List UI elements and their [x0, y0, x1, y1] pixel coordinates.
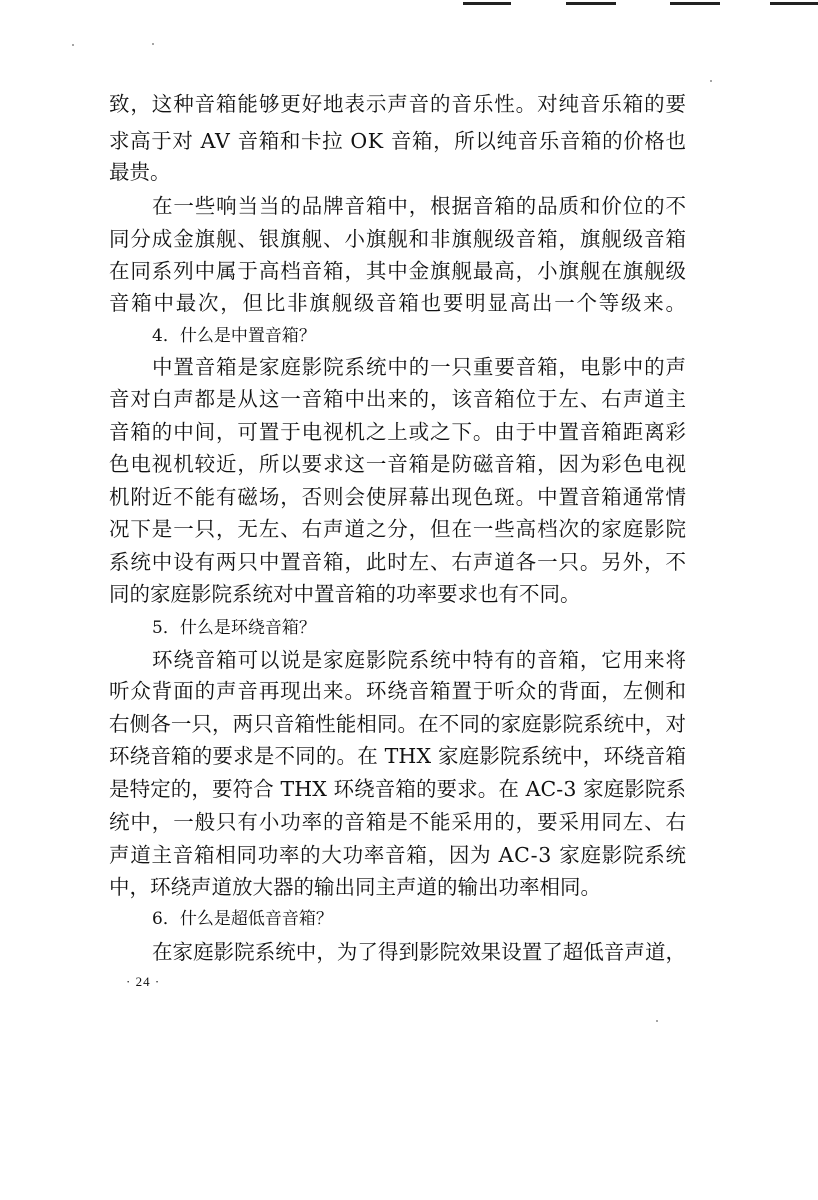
- paragraph-text: 声道主音箱相同功率的大功率音箱，因为 AC-3 家庭影院系统: [109, 843, 687, 867]
- paragraph-text: 同的家庭影院系统对中置音箱的功率要求也有不同。: [109, 582, 581, 606]
- paragraph-text: 系统中设有两只中置音箱，此时左、右声道各一只。另外，不: [109, 550, 687, 574]
- top-rule: [670, 2, 720, 5]
- paragraph-text: 中，环绕声道放大器的输出同主声道的输出功率相同。: [109, 875, 601, 899]
- scan-speck: [710, 80, 712, 82]
- paragraph-text: 在同系列中属于高档音箱，其中金旗舰最高，小旗舰在旗舰级: [109, 259, 687, 283]
- paragraph-text: 音箱的中间，可置于电视机之上或之下。由于中置音箱距离彩: [109, 420, 687, 444]
- paragraph-text: 右侧各一只，两只音箱性能相同。在不同的家庭影院系统中，对: [109, 712, 687, 736]
- scan-speck: [152, 43, 154, 45]
- paragraph-text: 统中，一般只有小功率的音箱是不能采用的，要采用同左、右: [109, 810, 687, 834]
- top-rule: [463, 2, 511, 5]
- paragraph-text: 环绕音箱可以说是家庭影院系统中特有的音箱，它用来将: [152, 648, 687, 672]
- paragraph-text: 是特定的，要符合 THX 环绕音箱的要求。在 AC-3 家庭影院系: [109, 777, 687, 801]
- paragraph-text: 中置音箱是家庭影院系统中的一只重要音箱，电影中的声: [152, 355, 687, 379]
- top-rule: [566, 2, 616, 5]
- section-heading: 5．什么是环绕音箱？: [152, 618, 316, 638]
- paragraph-text: 同分成金旗舰、银旗舰、小旗舰和非旗舰级音箱，旗舰级音箱: [109, 227, 687, 251]
- paragraph-text: 听众背面的声音再现出来。环绕音箱置于听众的背面，左侧和: [109, 679, 687, 703]
- paragraph-text: 色电视机较近，所以要求这一音箱是防磁音箱，因为彩色电视: [109, 452, 687, 476]
- paragraph-text: 机附近不能有磁场，否则会使屏幕出现色斑。中置音箱通常情: [109, 485, 687, 509]
- paragraph-text: 音对白声都是从这一音箱中出来的，该音箱位于左、右声道主: [109, 387, 687, 411]
- paragraph-text: 致，这种音箱能够更好地表示声音的音乐性。对纯音乐箱的要: [109, 92, 687, 116]
- section-heading: 4．什么是中置音箱？: [152, 326, 316, 346]
- paragraph-text: 况下是一只，无左、右声道之分，但在一些高档次的家庭影院: [109, 517, 687, 541]
- section-heading: 6．什么是超低音音箱？: [152, 909, 333, 929]
- top-rule: [770, 2, 818, 5]
- paragraph-text: 音箱中最次，但比非旗舰级音箱也要明显高出一个等级来。: [109, 291, 688, 315]
- scan-speck: [656, 1020, 658, 1022]
- paragraph-text: 求高于对 AV 音箱和卡拉 OK 音箱，所以纯音乐音箱的价格也: [109, 129, 687, 153]
- paragraph-text: 在家庭影院系统中，为了得到影院效果设置了超低音声道，: [152, 940, 687, 964]
- page-number: · 24 ·: [126, 974, 161, 989]
- paragraph-text: 最贵。: [109, 160, 171, 184]
- paragraph-text: 在一些响当当的品牌音箱中，根据音箱的品质和价位的不: [152, 194, 687, 218]
- scan-speck: [72, 44, 74, 46]
- paragraph-text: 环绕音箱的要求是不同的。在 THX 家庭影院系统中，环绕音箱: [109, 744, 687, 768]
